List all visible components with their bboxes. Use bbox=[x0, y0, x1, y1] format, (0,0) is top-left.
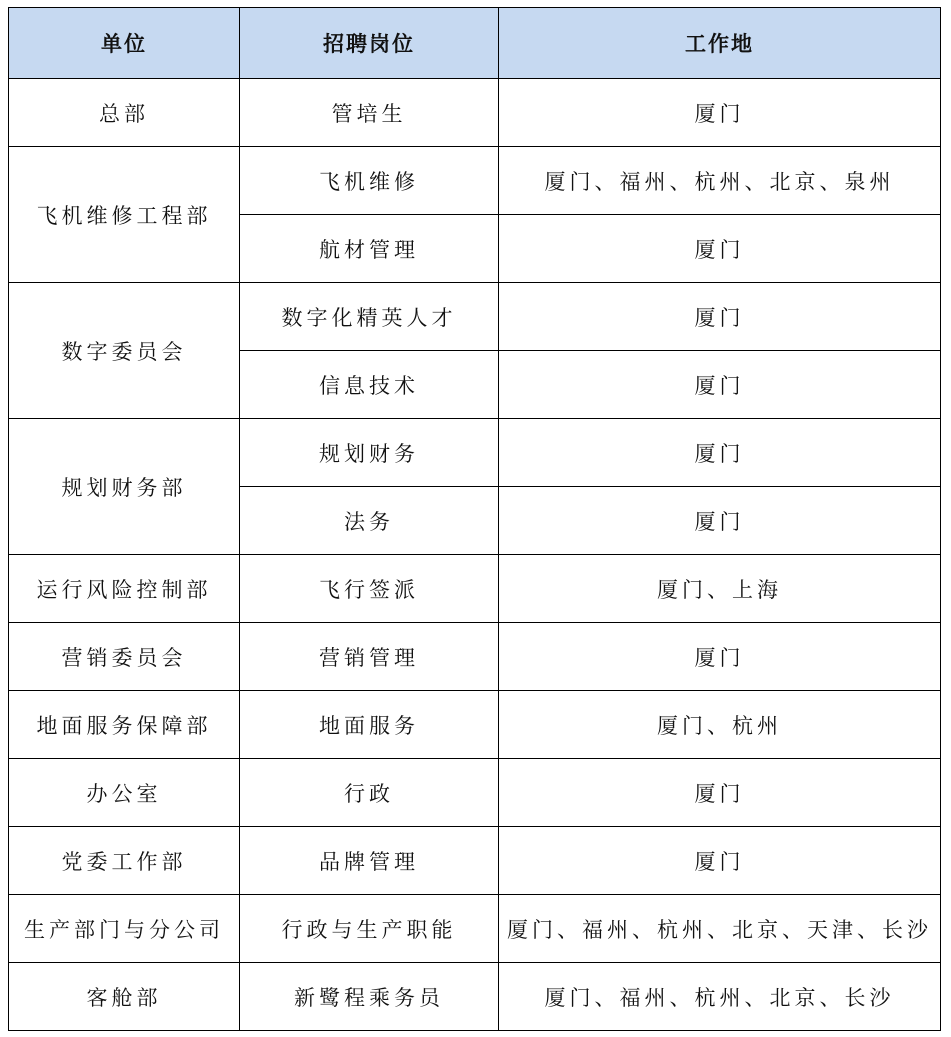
location-cell: 厦门 bbox=[499, 827, 941, 895]
unit-cell: 数字委员会 bbox=[9, 283, 240, 419]
unit-cell: 办公室 bbox=[9, 759, 240, 827]
recruitment-table-container bbox=[8, 7, 941, 1031]
header-unit: 单位 bbox=[9, 8, 240, 79]
table-row bbox=[9, 963, 941, 1031]
unit-cell: 飞机维修工程部 bbox=[9, 147, 240, 283]
position-cell: 法务 bbox=[240, 487, 499, 555]
position-cell: 行政 bbox=[240, 759, 499, 827]
unit-cell: 生产部门与分公司 bbox=[9, 895, 240, 963]
position-cell: 地面服务 bbox=[240, 691, 499, 759]
table-row bbox=[9, 827, 941, 895]
recruitment-table bbox=[8, 7, 941, 1031]
location-cell: 厦门 bbox=[499, 487, 941, 555]
location-cell: 厦门、上海 bbox=[499, 555, 941, 623]
unit-cell: 运行风险控制部 bbox=[9, 555, 240, 623]
table-header bbox=[9, 8, 941, 79]
location-cell: 厦门、福州、杭州、北京、长沙 bbox=[499, 963, 941, 1031]
table-row bbox=[9, 283, 941, 351]
location-cell: 厦门 bbox=[499, 351, 941, 419]
location-cell: 厦门 bbox=[499, 419, 941, 487]
header-position: 招聘岗位 bbox=[240, 8, 499, 79]
table-row bbox=[9, 759, 941, 827]
table-row bbox=[9, 79, 941, 147]
location-cell: 厦门、福州、杭州、北京、泉州 bbox=[499, 147, 941, 215]
location-cell: 厦门 bbox=[499, 623, 941, 691]
location-cell: 厦门 bbox=[499, 215, 941, 283]
table-row bbox=[9, 895, 941, 963]
location-cell: 厦门、杭州 bbox=[499, 691, 941, 759]
table-row bbox=[9, 147, 941, 215]
table-row bbox=[9, 691, 941, 759]
location-cell: 厦门、福州、杭州、北京、天津、长沙 bbox=[499, 895, 941, 963]
position-cell: 行政与生产职能 bbox=[240, 895, 499, 963]
location-cell: 厦门 bbox=[499, 283, 941, 351]
header-location: 工作地 bbox=[499, 8, 941, 79]
position-cell: 规划财务 bbox=[240, 419, 499, 487]
position-cell: 航材管理 bbox=[240, 215, 499, 283]
position-cell: 数字化精英人才 bbox=[240, 283, 499, 351]
position-cell: 信息技术 bbox=[240, 351, 499, 419]
location-cell: 厦门 bbox=[499, 79, 941, 147]
position-cell: 品牌管理 bbox=[240, 827, 499, 895]
unit-cell: 总部 bbox=[9, 79, 240, 147]
position-cell: 营销管理 bbox=[240, 623, 499, 691]
unit-cell: 党委工作部 bbox=[9, 827, 240, 895]
position-cell: 管培生 bbox=[240, 79, 499, 147]
position-cell: 新鹭程乘务员 bbox=[240, 963, 499, 1031]
unit-cell: 客舱部 bbox=[9, 963, 240, 1031]
table-row bbox=[9, 419, 941, 487]
header-row bbox=[9, 8, 941, 79]
table-row bbox=[9, 623, 941, 691]
unit-cell: 地面服务保障部 bbox=[9, 691, 240, 759]
table-row bbox=[9, 555, 941, 623]
table-body bbox=[9, 79, 941, 1031]
unit-cell: 营销委员会 bbox=[9, 623, 240, 691]
position-cell: 飞机维修 bbox=[240, 147, 499, 215]
unit-cell: 规划财务部 bbox=[9, 419, 240, 555]
location-cell: 厦门 bbox=[499, 759, 941, 827]
position-cell: 飞行签派 bbox=[240, 555, 499, 623]
